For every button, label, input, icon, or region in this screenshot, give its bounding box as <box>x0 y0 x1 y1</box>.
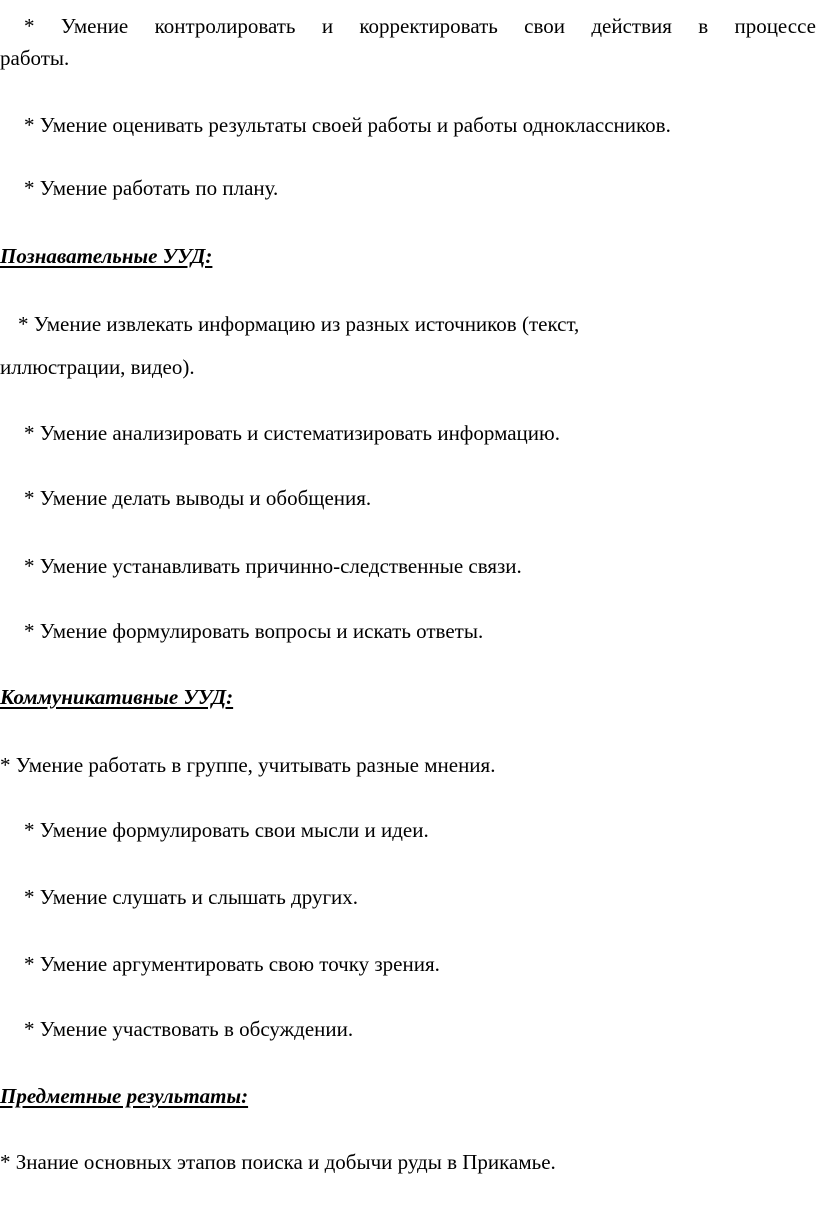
communicative-item-4: * Умение аргументировать свою точку зрения. <box>24 952 440 976</box>
subject-item-1: * Знание основных этапов поиска и добычи руды в Прикамье. <box>0 1150 556 1174</box>
regulatory-item-1-line-1: * Умение контролировать и корректировать свои действия в процессе <box>24 14 816 38</box>
cognitive-item-4: * Умение устанавливать причинно-следственные связи. <box>24 554 522 578</box>
cognitive-item-1-line-1: * Умение извлекать информацию из разных источников (текст, <box>18 312 580 336</box>
subject-heading: Предметные результаты: <box>0 1084 249 1108</box>
cognitive-item-5: * Умение формулировать вопросы и искать ответы. <box>24 619 484 643</box>
regulatory-item-3: * Умение работать по плану. <box>24 176 279 200</box>
regulatory-item-1-line-2: работы. <box>0 46 70 70</box>
cognitive-item-2: * Умение анализировать и систематизировать информацию. <box>24 421 560 445</box>
regulatory-item-2: * Умение оценивать результаты своей работы и работы одноклассников. <box>24 113 671 137</box>
communicative-item-5: * Умение участвовать в обсуждении. <box>24 1017 354 1041</box>
cognitive-item-1-line-2: иллюстрации, видео). <box>0 355 195 379</box>
communicative-item-2: * Умение формулировать свои мысли и идеи. <box>24 818 429 842</box>
cognitive-item-3: * Умение делать выводы и обобщения. <box>24 486 372 510</box>
communicative-item-3: * Умение слушать и слышать других. <box>24 885 359 909</box>
communicative-item-1: * Умение работать в группе, учитывать разные мнения. <box>0 753 496 777</box>
communicative-heading: Коммуникативные УУД: <box>0 685 234 709</box>
cognitive-heading: Познавательные УУД: <box>0 244 213 268</box>
